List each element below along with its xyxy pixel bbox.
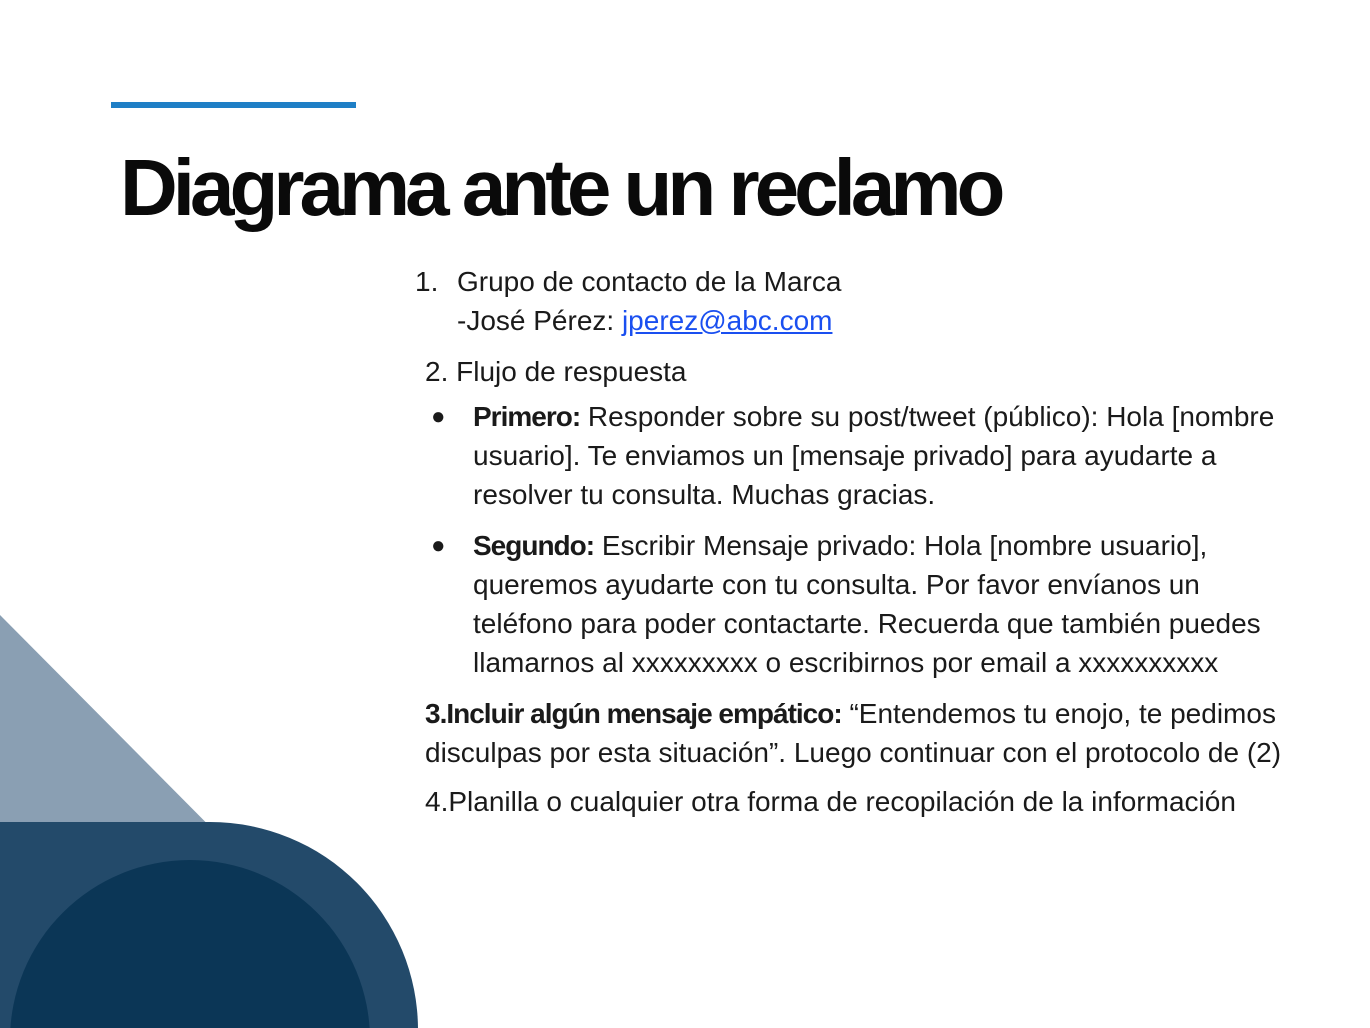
page-title: Diagrama ante un reclamo — [120, 143, 1001, 232]
response-flow-heading: 2. Flujo de respuesta — [425, 356, 687, 387]
empathy-text: “Entendemos tu enojo, te pedimos disculpas por esta situación”. Luego continuar con el protocolo de (2) — [425, 698, 1282, 768]
bullet-dot: ● — [431, 532, 446, 559]
item-contact-body — [457, 262, 841, 340]
bullet-text: Responder sobre su post/tweet (público): Hola [nombre usuario]. Te enviamos un [mensaje privado] para ayudarte a resolver tu consulta. Muchas gracias. — [473, 401, 1275, 510]
dark-circle-shape — [10, 860, 370, 1028]
item-number: 1. — [415, 266, 439, 297]
contact-email-link[interactable]: jperez@abc.com — [621, 305, 833, 336]
empathy-message-item — [425, 694, 1305, 772]
contact-line — [457, 301, 841, 340]
empathy-label: 3.Incluir algún mensaje empático: — [425, 698, 842, 729]
bullet-label: Primero: — [473, 401, 581, 432]
list-item-second — [425, 526, 1305, 682]
blue-circle-shape — [2, 822, 418, 1028]
bullet-label: Segundo: — [473, 530, 595, 561]
slide-content — [415, 262, 1305, 821]
response-flow-list — [425, 397, 1305, 682]
title-accent-line — [111, 102, 356, 108]
blue-quadrant-shape — [0, 822, 210, 1028]
spreadsheet-item: 4.Planilla o cualquier otra forma de recopilación de la información — [425, 786, 1236, 817]
bullet-text: Escribir Mensaje privado: Hola [nombre usuario], queremos ayudarte con tu consulta. Por favor envíanos un teléfono para poder contactarte. Recuerda que también puedes llamarnos al xxxxxxxxx o escribirnos por email a xxxxxxxxxx — [473, 530, 1261, 678]
gray-triangle-shape — [0, 615, 410, 1028]
item-contact-group — [415, 262, 1305, 340]
item-contact-heading: Grupo de contacto de la Marca — [457, 266, 842, 297]
list-item-first — [425, 397, 1305, 514]
contact-name: -José Pérez: — [457, 305, 622, 336]
bullet-dot: ● — [431, 403, 446, 430]
